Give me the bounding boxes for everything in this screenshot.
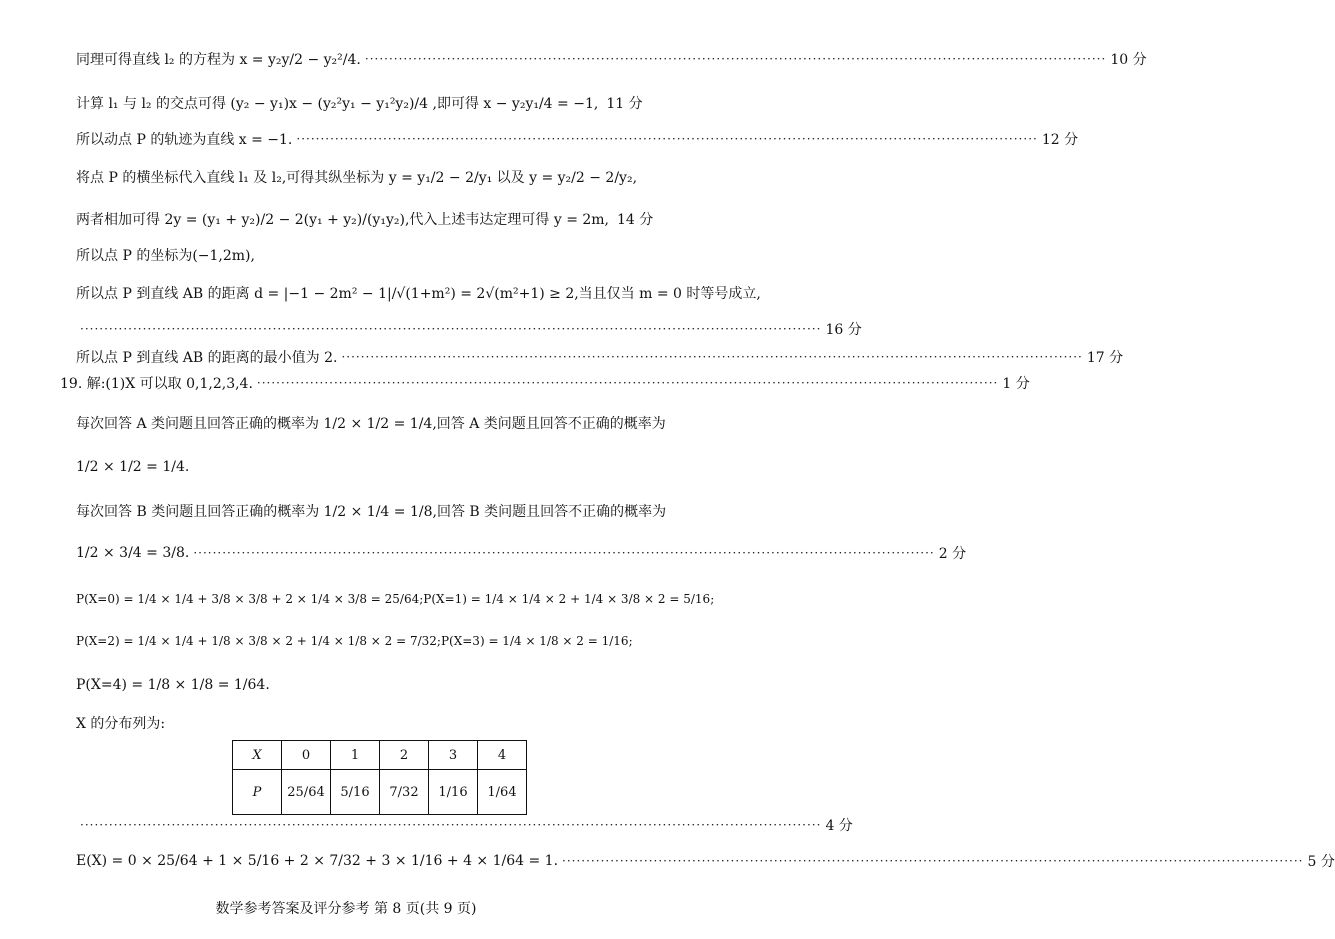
leader-dots <box>341 350 1082 364</box>
score-label: 1 分 <box>1002 376 1030 392</box>
answer-line <box>60 368 1030 398</box>
answer-line <box>76 124 1079 154</box>
table-cell: 5/16 <box>331 770 380 815</box>
table-cell: 7/32 <box>380 770 429 815</box>
leader-dots <box>257 376 998 390</box>
answer-line <box>76 452 634 482</box>
table-cell: 1 <box>331 741 380 770</box>
score-label: 10 分 <box>1110 52 1147 68</box>
score-label: 12 分 <box>1041 132 1079 148</box>
table-cell: P <box>233 770 282 815</box>
score-label: 16 分 <box>825 322 862 338</box>
table-cell: 4 <box>478 741 527 770</box>
answer-line <box>76 846 1335 876</box>
score-label: 2 分 <box>938 546 967 562</box>
score-label: 11 分 <box>606 96 643 112</box>
line-text: 所以动点 P 的轨迹为直线 x = −1. <box>76 132 293 148</box>
answer-line <box>76 708 634 738</box>
table-cell: 25/64 <box>282 770 331 815</box>
score-label: 4 分 <box>825 818 853 834</box>
score-label: 5 分 <box>1307 854 1335 870</box>
line-text: 所以点 P 到直线 AB 的距离 d = |−1 − 2m² − 1|/√(1+m²) = 2√(m²+1) ≥ 2,当且仅当 m = 0 时等号成立, <box>76 286 761 302</box>
line-text: 所以点 P 到直线 AB 的距离的最小值为 2. <box>76 350 338 366</box>
answer-line <box>76 240 634 270</box>
line-text: 计算 l₁ 与 l₂ 的交点可得 (y₂ − y₁)x − (y₂²y₁ − y₁²y₂)/4 ,即可得 x − y₂y₁/4 = −1, <box>76 96 599 112</box>
table-cell: 3 <box>429 741 478 770</box>
line-text: 每次回答 A 类问题且回答正确的概率为 1/2 × 1/2 = 1/4,回答 A 类问题且回答不正确的概率为 <box>76 416 666 432</box>
leader-dots <box>296 132 1037 146</box>
line-text: 同理可得直线 l₂ 的方程为 x = y₂y/2 − y₂²/4. <box>76 52 361 68</box>
answer-line <box>76 538 967 568</box>
table-cell: X <box>233 741 282 770</box>
answer-line <box>76 278 761 308</box>
line-text: 将点 P 的横坐标代入直线 l₁ 及 l₂,可得其纵坐标为 y = y₁/2 − 2/y₁ 以及 y = y₂/2 − 2/y₂, <box>76 170 638 186</box>
line-text: P(X=0) = 1/4 × 1/4 + 3/8 × 3/8 + 2 × 1/4 × 3/8 = 25/64;P(X=1) = 1/4 × 1/4 × 2 + 1/4 × 3/8 × 2 = 5/16; <box>76 592 715 606</box>
answer-line <box>76 314 862 344</box>
leader-dots <box>193 546 934 560</box>
score-label: 17 分 <box>1086 350 1124 366</box>
answer-line <box>76 810 853 840</box>
answer-line <box>76 670 634 700</box>
answer-line <box>76 584 715 614</box>
score-label: 14 分 <box>617 212 654 228</box>
answer-line <box>76 88 643 118</box>
line-text: P(X=2) = 1/4 × 1/4 + 1/8 × 3/8 × 2 + 1/4 × 1/8 × 2 = 7/32;P(X=3) = 1/4 × 1/8 × 2 = 1/16; <box>76 634 633 648</box>
answer-line <box>76 162 638 192</box>
answer-line <box>76 626 634 656</box>
answer-line <box>76 496 667 526</box>
table-row <box>233 770 527 815</box>
leader-dots <box>365 52 1106 66</box>
line-text: E(X) = 0 × 25/64 + 1 × 5/16 + 2 × 7/32 + 3 × 1/16 + 4 × 1/64 = 1. <box>76 853 559 869</box>
line-text: P(X=4) = 1/8 × 1/8 = 1/64. <box>76 677 270 693</box>
line-text: 所以点 P 的坐标为(−1,2m), <box>76 248 255 264</box>
table-cell: 0 <box>282 741 331 770</box>
table-cell: 1/16 <box>429 770 478 815</box>
answer-line <box>76 44 1147 74</box>
answer-line <box>76 204 654 234</box>
line-text: 1/2 × 1/2 = 1/4. <box>76 459 190 475</box>
table-cell: 2 <box>380 741 429 770</box>
page-footer: 数学参考答案及评分参考 第 8 页(共 9 页) <box>215 901 477 917</box>
answer-line <box>76 408 666 438</box>
line-text: 19. 解:(1)X 可以取 0,1,2,3,4. <box>60 376 253 392</box>
table-row <box>233 741 527 770</box>
line-text: X 的分布列为: <box>76 716 166 732</box>
line-text: 两者相加可得 2y = (y₁ + y₂)/2 − 2(y₁ + y₂)/(y₁y₂),代入上述韦达定理可得 y = 2m, <box>76 212 610 228</box>
table-cell: 1/64 <box>478 770 527 815</box>
leader-dots <box>80 818 821 832</box>
line-text: 1/2 × 3/4 = 3/8. <box>76 545 190 561</box>
distribution-table <box>232 740 527 815</box>
leader-dots <box>80 322 821 336</box>
leader-dots <box>562 854 1303 868</box>
line-text: 每次回答 B 类问题且回答正确的概率为 1/2 × 1/4 = 1/8,回答 B 类问题且回答不正确的概率为 <box>76 504 667 520</box>
